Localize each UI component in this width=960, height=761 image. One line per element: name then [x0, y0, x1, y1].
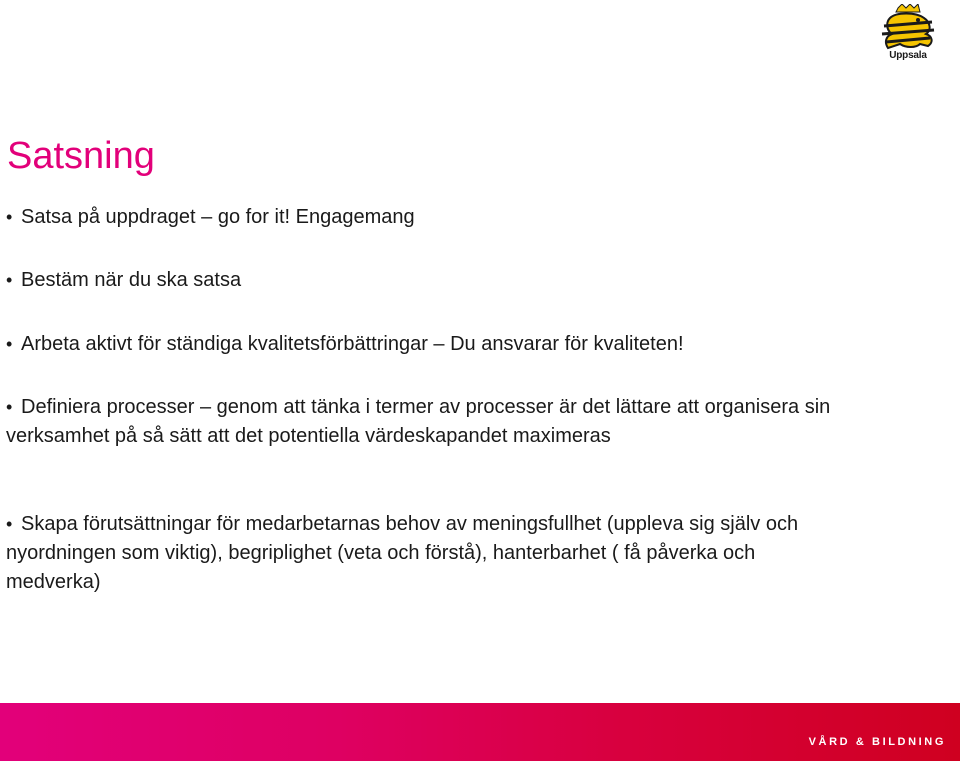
uppsala-logo — [876, 4, 940, 68]
bullet-dot: • — [6, 397, 13, 417]
bullet-dot: • — [6, 207, 13, 227]
bullet-item: • Satsa på uppdraget – go for it! Engagemang — [6, 203, 415, 232]
bullet-item: • Bestäm när du ska satsa — [6, 266, 241, 295]
bullet-dot: • — [6, 514, 13, 534]
footer-bar — [0, 703, 960, 761]
slide-title: Satsning — [7, 135, 155, 177]
bullet-dot: • — [6, 270, 13, 290]
bullet-item: • Skapa förutsättningar för medarbetarnas behov av meningsfullhet (uppleva sig själv och nyordningen som viktig), begriplighet (veta och förstå), hanterbarhet ( få påverka och medverka) — [6, 510, 826, 597]
bullet-item: • Definiera processer – genom att tänka i termer av processer är det lättare att organisera sin verksamhet på så sätt att det potentiella värdeskapandet maximeras — [6, 393, 836, 451]
lion-crest-icon — [876, 4, 940, 52]
logo-wordmark: Uppsala — [889, 50, 927, 61]
bullet-item: • Arbeta aktivt för ständiga kvalitetsförbättringar – Du ansvarar för kvaliteten! — [6, 330, 684, 359]
bullet-dot: • — [6, 334, 13, 354]
footer-text: VÅRD & BILDNING — [808, 736, 946, 748]
